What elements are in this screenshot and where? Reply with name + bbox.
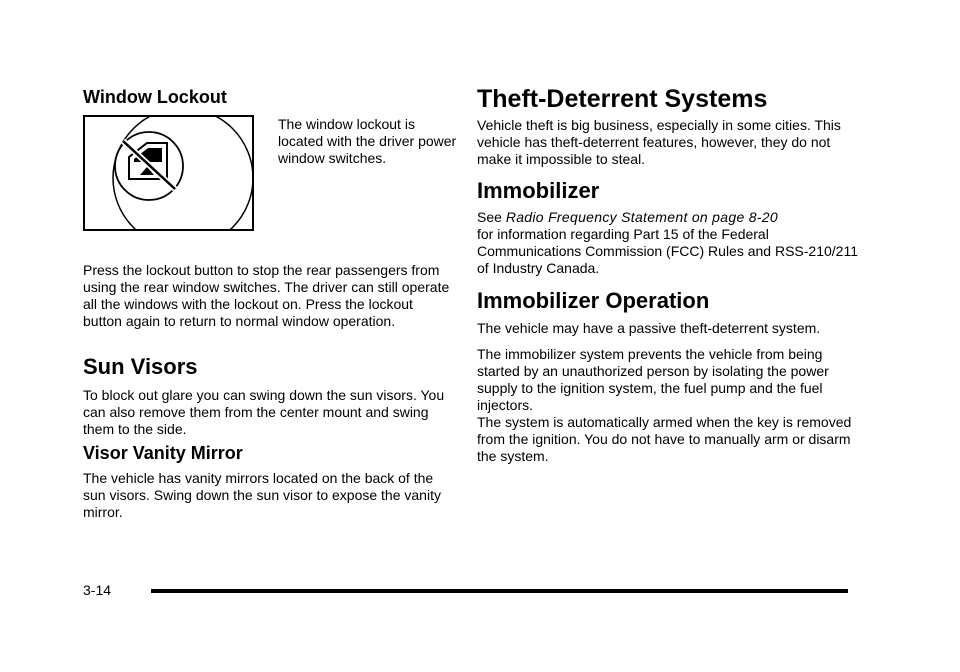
immobilizer-body-text: for information regarding Part 15 of the Federal Communications Commission (FCC) Rules and RSS-210/211 of Industry Canada. — [477, 226, 858, 276]
page-number: 3-14 — [83, 582, 112, 598]
immobilizer-heading: Immobilizer — [477, 178, 600, 203]
immobilizer-operation-p1: The vehicle may have a passive theft-deterrent system. — [477, 320, 821, 336]
window-lockout-heading: Window Lockout — [83, 87, 227, 107]
immobilizer-operation-p2: The immobilizer system prevents the vehicle from being started by an unauthorized person by isolating the power supply to the ignition system, the fuel pump and the fuel injectors. — [477, 346, 829, 413]
radio-frequency-reference-link[interactable]: Radio Frequency Statement on page 8-20 — [505, 209, 778, 225]
sun-visors-heading: Sun Visors — [83, 354, 198, 379]
footer-rule — [151, 589, 848, 593]
window-lockout-button-icon — [85, 117, 252, 229]
window-lockout-figure — [83, 115, 254, 231]
visor-vanity-mirror-heading: Visor Vanity Mirror — [83, 443, 243, 463]
theft-deterrent-body: Vehicle theft is big business, especially in some cities. This vehicle has theft-deterrent features, however, they do not make it impossible to steal. — [477, 117, 841, 167]
window-lockout-body: Press the lockout button to stop the rear passengers from using the rear window switches. The driver can still operate all the windows with the lockout on. Press the lockout button again to return to normal window operation. — [83, 262, 450, 329]
window-lockout-caption: The window lockout is located with the driver power window switches. — [278, 116, 457, 166]
immobilizer-operation-heading: Immobilizer Operation — [477, 288, 710, 313]
visor-vanity-mirror-body: The vehicle has vanity mirrors located on the back of the sun visors. Swing down the sun visor to expose the vanity mirror. — [83, 470, 441, 520]
immobilizer-see-text: See — [477, 209, 502, 225]
immobilizer-operation-p3: The system is automatically armed when the key is removed from the ignition. You do not have to manually arm or disarm the system. — [477, 414, 852, 464]
sun-visors-body: To block out glare you can swing down the sun visors. You can also remove them from the center mount and swing them to the side. — [83, 387, 445, 437]
theft-deterrent-heading: Theft-Deterrent Systems — [477, 85, 768, 113]
immobilizer-body — [477, 209, 862, 277]
